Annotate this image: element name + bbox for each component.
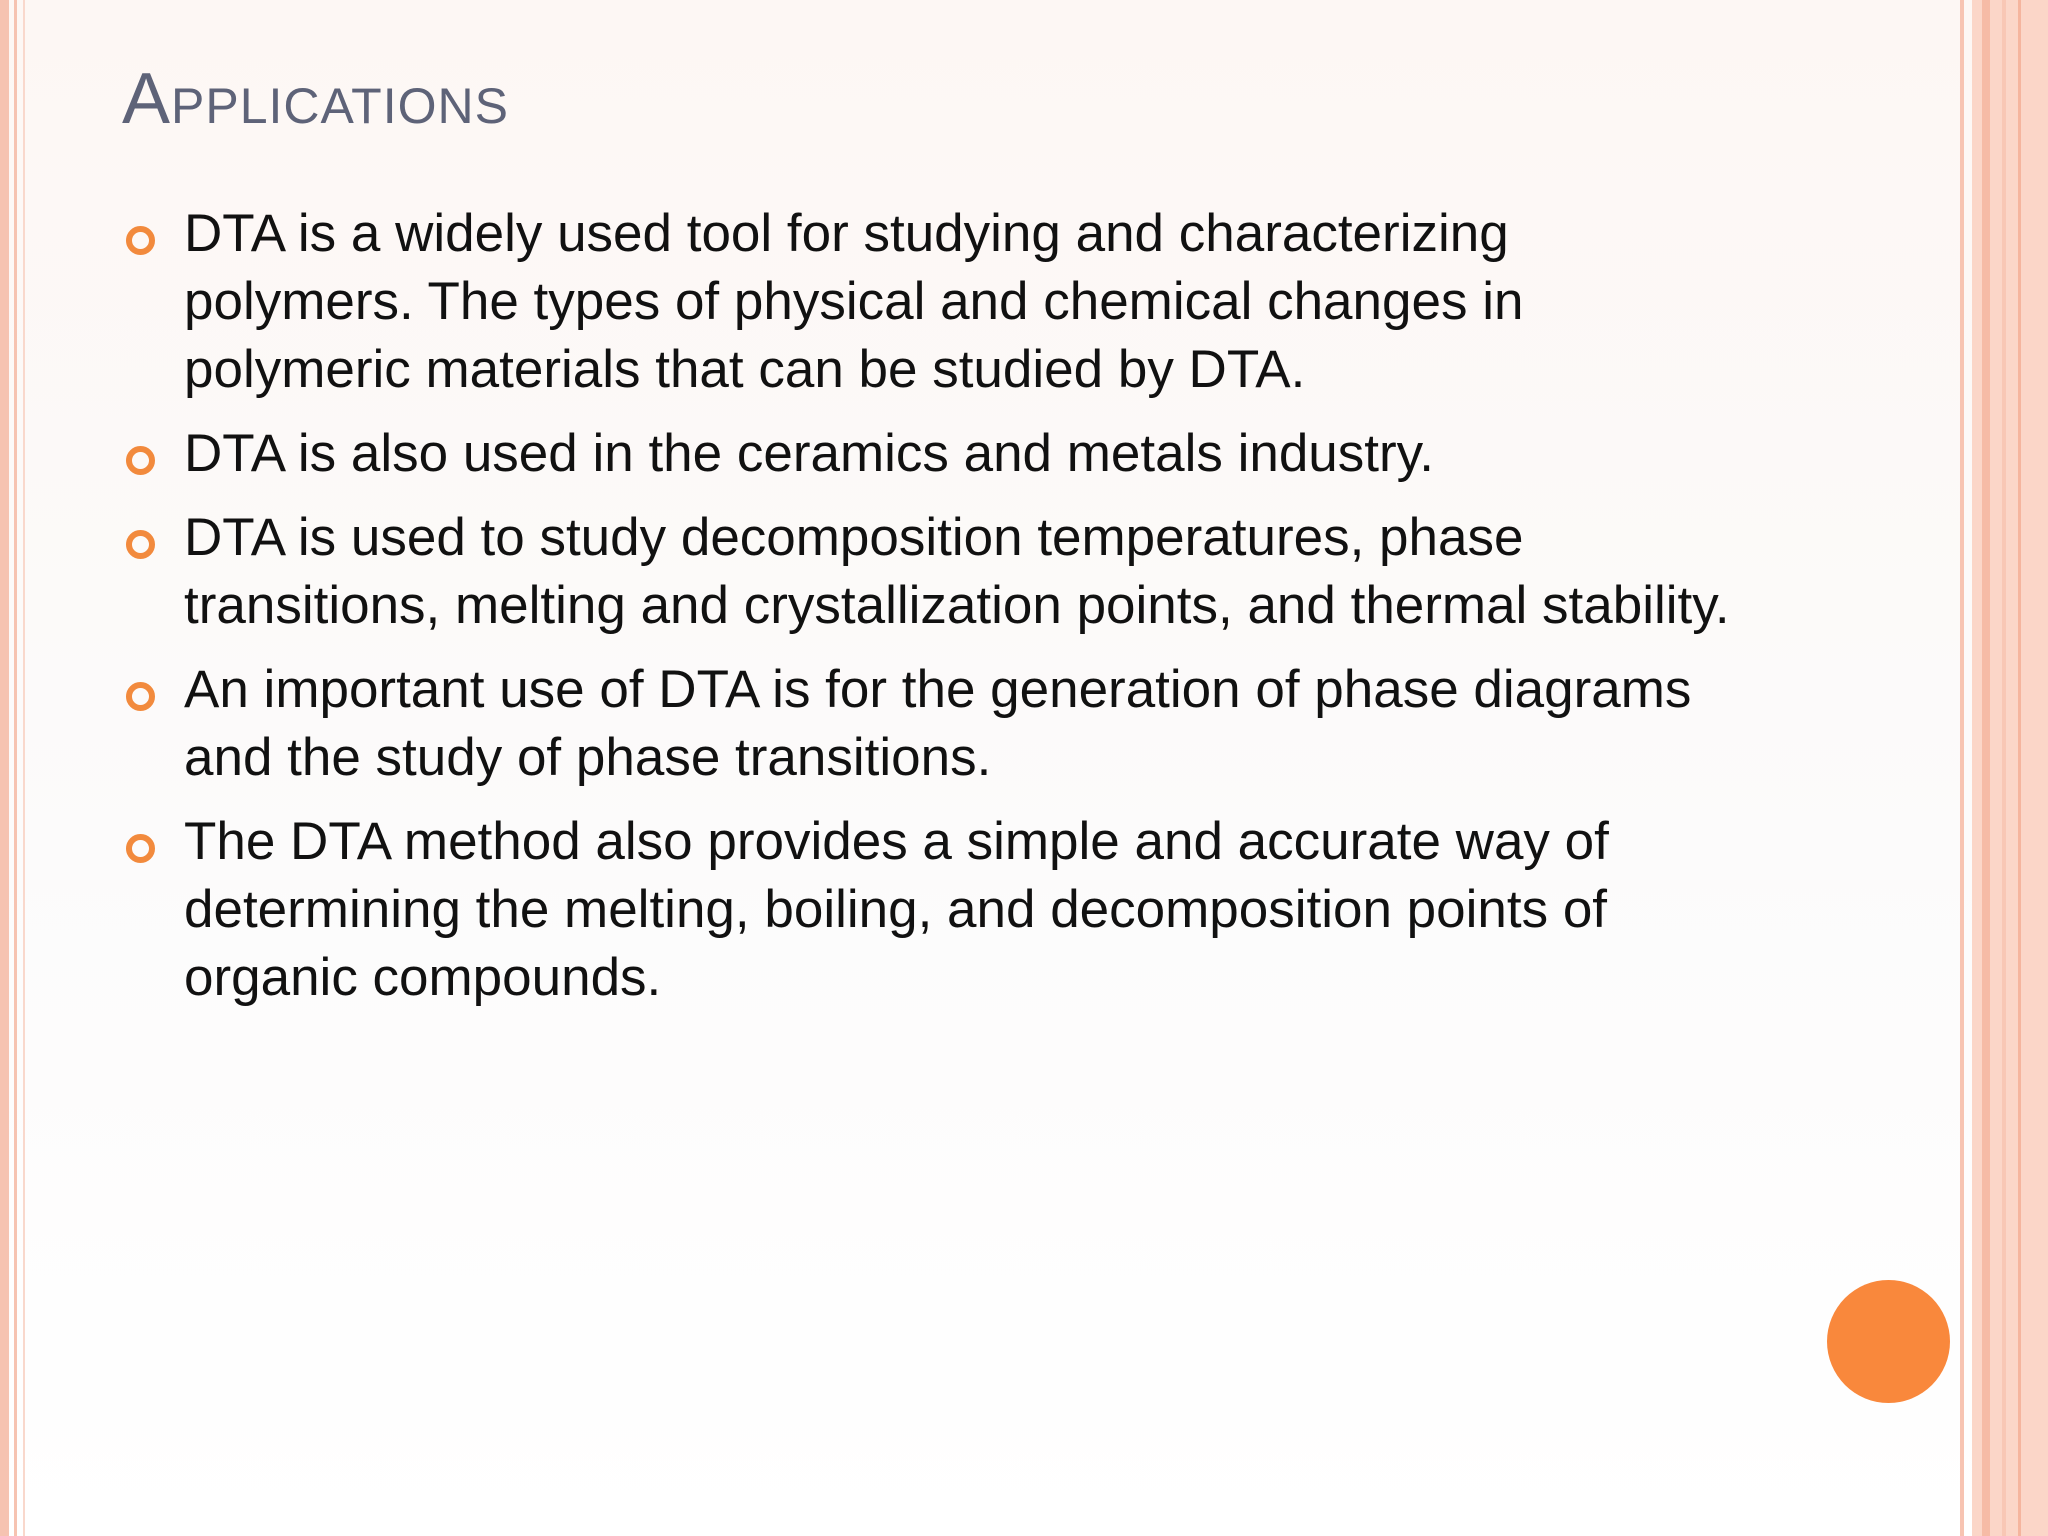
right-border-stripe: [1982, 0, 1990, 1536]
bullet-text: DTA is used to study decomposition temperatures, phase transitions, melting and crystallization points, and thermal stability.: [184, 508, 1730, 635]
ring-bullet-icon: [126, 446, 155, 475]
slide-title: Applications: [122, 59, 509, 139]
orange-accent-circle: [1827, 1280, 1950, 1403]
left-border-stripe: [14, 0, 17, 1536]
right-border-stripe: [1960, 0, 1964, 1536]
bullet-text: DTA is a widely used tool for studying and characterizing polymers. The types of physical and chemical changes in polymeric materials that can be studied by DTA.: [184, 204, 1524, 399]
bullet-item: [122, 656, 1742, 792]
bullet-list: [122, 200, 1742, 1028]
bullet-text: The DTA method also provides a simple and accurate way of determining the melting, boiling, and decomposition points of organic compounds.: [184, 812, 1609, 1007]
bullet-item: [122, 504, 1742, 640]
bullet-item: [122, 200, 1742, 404]
ring-bullet-icon: [126, 226, 155, 255]
right-border-stripe: [2018, 0, 2021, 1536]
ring-bullet-icon: [126, 834, 155, 863]
left-border-stripe: [23, 0, 25, 1536]
right-border-stripe: [2002, 0, 2006, 1536]
ring-bullet-icon: [126, 682, 155, 711]
ring-bullet-icon: [126, 530, 155, 559]
bullet-text: An important use of DTA is for the generation of phase diagrams and the study of phase transitions.: [184, 660, 1692, 787]
left-border-stripe: [0, 0, 9, 1536]
bullet-item: [122, 808, 1742, 1012]
bullet-item: [122, 420, 1742, 488]
bullet-text: DTA is also used in the ceramics and metals industry.: [184, 424, 1434, 483]
